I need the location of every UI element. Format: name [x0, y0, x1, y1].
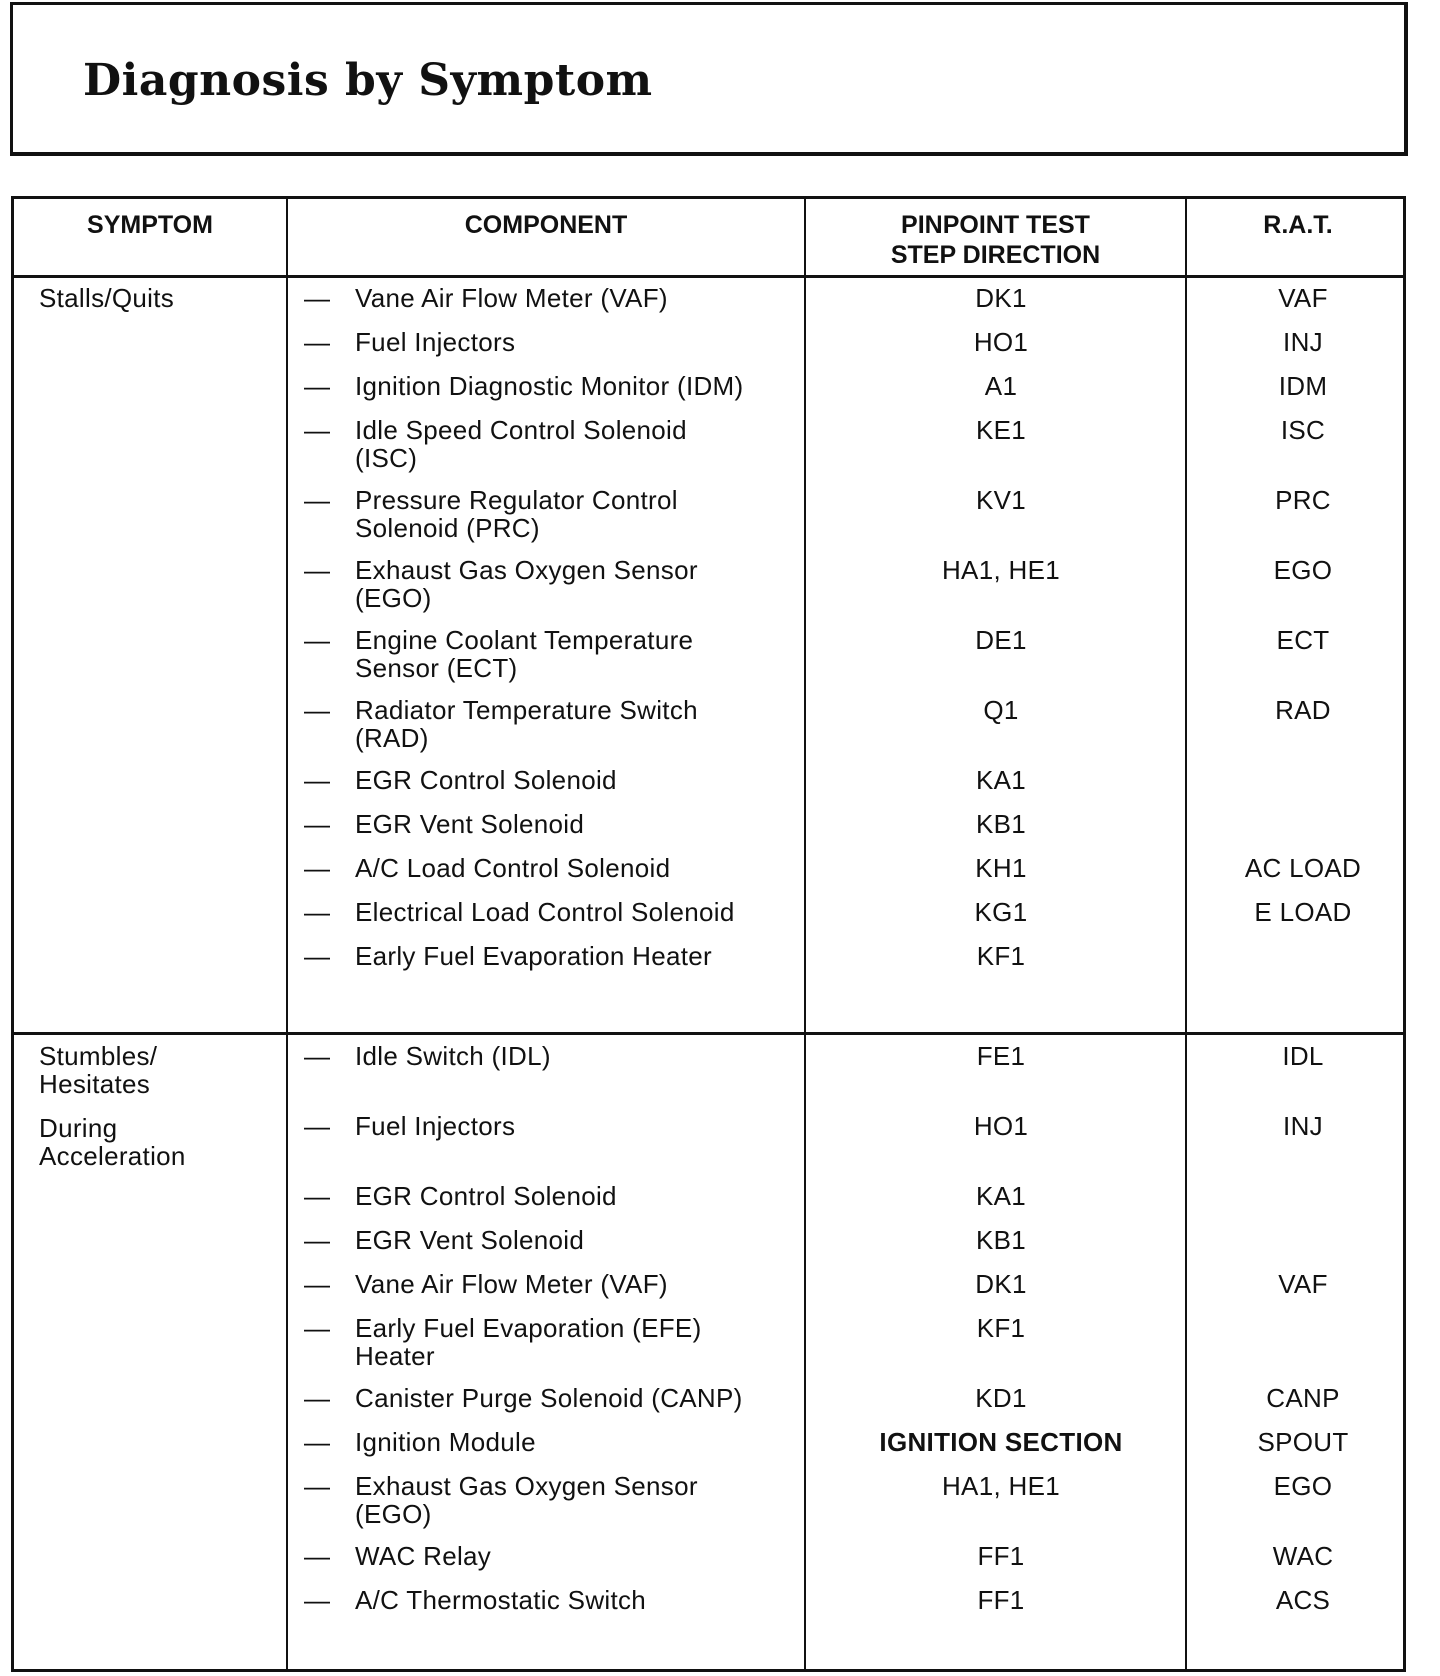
rat-code: EGO [1273, 1471, 1333, 1501]
pinpoint-step: KG1 [974, 897, 1028, 927]
row-dash: — [304, 1585, 331, 1615]
rat-code: ECT [1276, 625, 1330, 655]
component-name: Ignition Module [355, 1427, 536, 1457]
row-dash: — [304, 695, 331, 725]
rat-code: IDM [1278, 371, 1328, 401]
component-name: Pressure Regulator Control [355, 485, 678, 515]
header-symptom [14, 199, 286, 275]
component-name: A/C Load Control Solenoid [355, 853, 671, 883]
row-dash: — [304, 1041, 331, 1071]
pinpoint-step: DK1 [975, 1269, 1027, 1299]
page-title: Diagnosis by Symptom [83, 55, 653, 106]
row-dash: — [304, 1383, 331, 1413]
row-dash: — [304, 625, 331, 655]
row-dash: — [304, 1225, 331, 1255]
component-name: Radiator Temperature Switch [355, 695, 698, 725]
header-rat-label: R.A.T. [1263, 211, 1333, 239]
component-name: Electrical Load Control Solenoid [355, 897, 735, 927]
pinpoint-step: KA1 [975, 1181, 1027, 1211]
component-name: WAC Relay [355, 1541, 492, 1571]
component-name: Fuel Injectors [355, 327, 516, 357]
symptom-label: Hesitates [39, 1069, 151, 1099]
row-dash: — [304, 1313, 331, 1343]
component-name: A/C Thermostatic Switch [355, 1585, 647, 1615]
pinpoint-step: HA1, HE1 [941, 555, 1060, 585]
component-name: Heater [355, 1341, 435, 1371]
component-name: EGR Vent Solenoid [355, 809, 585, 839]
pinpoint-step: KF1 [976, 1313, 1026, 1343]
rat-code: INJ [1283, 327, 1323, 357]
component-name: EGR Vent Solenoid [355, 1225, 585, 1255]
pinpoint-step: DE1 [975, 625, 1027, 655]
header-symptom-label: SYMPTOM [87, 211, 213, 239]
rat-code: ACS [1275, 1585, 1331, 1615]
row-dash: — [304, 1269, 331, 1299]
group-divider [14, 1032, 1403, 1035]
component-name: (ISC) [355, 443, 418, 473]
component-name: Canister Purge Solenoid (CANP) [355, 1383, 743, 1413]
row-dash: — [304, 809, 331, 839]
pinpoint-step: KB1 [975, 1225, 1027, 1255]
header-pinpoint-line1: PINPOINT TEST [901, 211, 1090, 239]
rat-code: EGO [1273, 555, 1333, 585]
row-dash: — [304, 283, 331, 313]
rat-code: PRC [1275, 485, 1331, 515]
pinpoint-step: KA1 [975, 765, 1027, 795]
header-pinpoint-line2: STEP DIRECTION [890, 241, 1101, 269]
component-name: (EGO) [355, 1499, 432, 1529]
component-name: Fuel Injectors [355, 1111, 516, 1141]
pinpoint-step: HO1 [973, 327, 1029, 357]
symptom-label: Stumbles/ [39, 1041, 158, 1071]
pinpoint-step: FE1 [976, 1041, 1026, 1071]
component-name: Idle Speed Control Solenoid [355, 415, 687, 445]
symptom-label: Acceleration [39, 1141, 186, 1171]
header-component-label: COMPONENT [464, 211, 628, 239]
component-name: EGR Control Solenoid [355, 1181, 617, 1211]
row-dash: — [304, 555, 331, 585]
pinpoint-step: KH1 [975, 853, 1027, 883]
rat-code: WAC [1272, 1541, 1334, 1571]
pinpoint-step: HO1 [973, 1111, 1029, 1141]
component-name: Engine Coolant Temperature [355, 625, 694, 655]
symptom-label: Stalls/Quits [39, 283, 175, 313]
component-name: Sensor (ECT) [355, 653, 518, 683]
rat-code: IDL [1282, 1041, 1324, 1071]
pinpoint-step: KE1 [975, 415, 1027, 445]
row-dash: — [304, 1471, 331, 1501]
component-name: Exhaust Gas Oxygen Sensor [355, 555, 698, 585]
rat-code: SPOUT [1257, 1427, 1349, 1457]
row-dash: — [304, 853, 331, 883]
component-name: Vane Air Flow Meter (VAF) [355, 1269, 668, 1299]
header-rat [1187, 199, 1409, 275]
rat-code: RAD [1275, 695, 1331, 725]
row-dash: — [304, 765, 331, 795]
pinpoint-step: FF1 [977, 1585, 1025, 1615]
row-dash: — [304, 415, 331, 445]
column-divider [286, 199, 288, 1669]
header-pinpoint [806, 199, 1185, 275]
component-name: Vane Air Flow Meter (VAF) [355, 283, 668, 313]
rat-code: ISC [1280, 415, 1326, 445]
symptom-label: During [39, 1113, 118, 1143]
pinpoint-step: KB1 [975, 809, 1027, 839]
row-dash: — [304, 941, 331, 971]
row-dash: — [304, 897, 331, 927]
component-name: (EGO) [355, 583, 432, 613]
component-name: Idle Switch (IDL) [355, 1041, 551, 1071]
rat-code: E LOAD [1254, 897, 1352, 927]
component-name: Exhaust Gas Oxygen Sensor [355, 1471, 698, 1501]
pinpoint-step: Q1 [983, 695, 1019, 725]
pinpoint-step: HA1, HE1 [941, 1471, 1060, 1501]
pinpoint-step: KF1 [976, 941, 1026, 971]
component-name: (RAD) [355, 723, 429, 753]
pinpoint-step: FF1 [977, 1541, 1025, 1571]
row-dash: — [304, 1427, 331, 1457]
rat-code: AC LOAD [1244, 853, 1362, 883]
pinpoint-step: A1 [984, 371, 1018, 401]
component-name: EGR Control Solenoid [355, 765, 617, 795]
title-box [10, 2, 1408, 156]
component-name: Early Fuel Evaporation (EFE) [355, 1313, 702, 1343]
component-name: Early Fuel Evaporation Heater [355, 941, 712, 971]
row-dash: — [304, 1111, 331, 1141]
component-name: Ignition Diagnostic Monitor (IDM) [355, 371, 744, 401]
header-component [288, 199, 804, 275]
pinpoint-step: IGNITION SECTION [879, 1427, 1123, 1457]
row-dash: — [304, 485, 331, 515]
pinpoint-step: KV1 [975, 485, 1027, 515]
row-dash: — [304, 327, 331, 357]
component-name: Solenoid (PRC) [355, 513, 540, 543]
rat-code: VAF [1278, 1269, 1328, 1299]
row-dash: — [304, 371, 331, 401]
diagnosis-table [11, 196, 1406, 1672]
rat-code: VAF [1278, 283, 1328, 313]
header-divider [14, 275, 1403, 278]
rat-code: CANP [1266, 1383, 1340, 1413]
pinpoint-step: KD1 [975, 1383, 1027, 1413]
row-dash: — [304, 1181, 331, 1211]
pinpoint-step: DK1 [975, 283, 1027, 313]
row-dash: — [304, 1541, 331, 1571]
rat-code: INJ [1283, 1111, 1323, 1141]
